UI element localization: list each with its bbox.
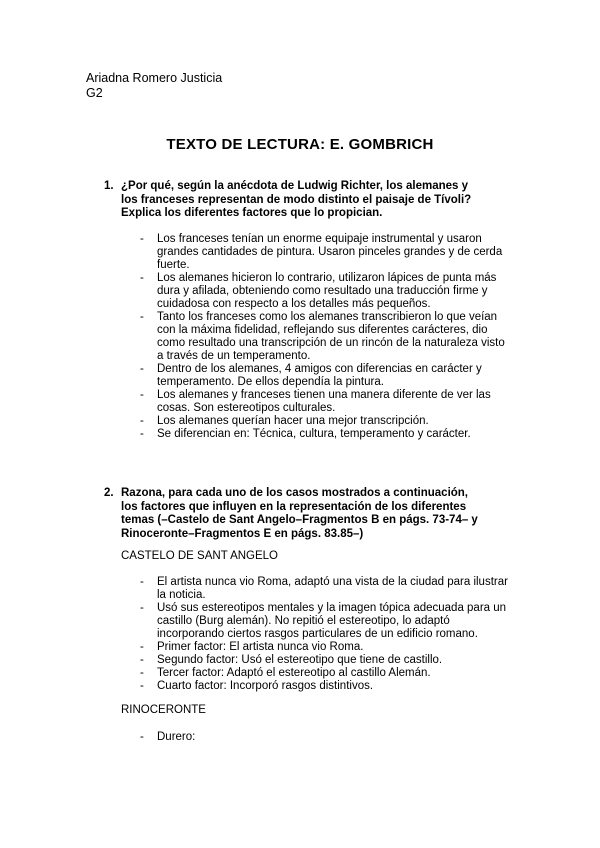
bullet-dash: - [140,389,144,401]
bullet-dash: - [140,311,144,323]
bullet-dash: - [140,233,144,245]
bullet-dash: - [140,363,144,375]
list-item: - Durero: [140,731,196,743]
list-item: - Los franceses tenían un enorme equipaje instrumental y usaron grandes cantidades de pintura. Usaron pinceles grandes y de cerda fuerte. [140,233,503,271]
section-heading-castelo: CASTELO DE SANT ANGELO [121,550,279,562]
bullet-dash: - [140,654,144,666]
question-1-number: 1. [104,180,114,192]
bullet-dash: - [140,641,144,653]
bullet-dash: - [140,667,144,679]
bullet-dash: - [140,415,144,427]
bullet-dash: - [140,680,144,692]
author-name: Ariadna Romero Justicia [86,71,223,85]
list-item: - Tanto los franceses como los alemanes transcribieron lo que veían con la máxima fidelidad, reflejando sus diferentes carácteres, dio como resultado una transcripción de un rincón de la naturaleza visto a través de un temperamento. [140,311,505,362]
bullet-dash: - [140,272,144,284]
castelo-answer-list [140,576,510,693]
bullet-dash: - [140,428,144,440]
list-item: - Dentro de los alemanes, 4 amigos con diferencias en carácter y temperamento. De ellos dependía la pintura. [140,363,482,388]
list-item: - Los alemanes querían hacer una mejor transcripción. [140,415,429,427]
list-item: - Segundo factor: Usó el estereotipo que tiene de castillo. [140,654,443,666]
rinoceronte-answer-list [140,731,510,744]
list-item: - Los alemanes hicieron lo contrario, utilizaron lápices de punta más dura y afilada, obteniendo como resultado una traducción firme y cuidadosa con respecto a los detalles más pequeños. [140,272,497,310]
question-1-text: ¿Por qué, según la anécdota de Ludwig Richter, los alemanes y los franceses representan de modo distinto el paisaje de Tívoli? Explica los diferentes factores que lo propician. [121,180,472,219]
bullet-dash: - [140,602,144,614]
bullet-dash: - [140,576,144,588]
question-2-number: 2. [104,487,114,499]
question-2-text: Razona, para cada uno de los casos mostrados a continuación, los factores que influyen en la representación de los diferentes temas (–Castelo de Sant Angelo–Fragmentos B en págs. 73-74– y Rinoceronte–Fragmentos E en págs. 83.85–) [121,487,478,540]
list-item: - Tercer factor: Adaptó el estereotipo al castillo Alemán. [140,667,431,679]
list-item: - El artista nunca vio Roma, adaptó una vista de la ciudad para ilustrar la noticia. [140,576,508,601]
author-block [86,71,222,101]
list-item: - Primer factor: El artista nunca vio Roma. [140,641,364,653]
question-1-answer-list [140,233,510,441]
list-item: - Cuarto factor: Incorporó rasgos distintivos. [140,680,374,692]
list-item: - Se diferencian en: Técnica, cultura, temperamento y carácter. [140,428,471,440]
bullet-dash: - [140,731,144,743]
page-title: TEXTO DE LECTURA: E. GOMBRICH [166,136,434,153]
list-item: - Los alemanes y franceses tienen una manera diferente de ver las cosas. Son estereotipos culturales. [140,389,491,414]
section-heading-rinoceronte: RINOCERONTE [121,704,206,716]
list-item: - Usó sus estereotipos mentales y la imagen tópica adecuada para un castillo (Burg alemán). No repitió el estereotipo, lo adaptó incorporando ciertos rasgos particulares de un edificio romano. [140,602,507,640]
author-group: G2 [86,86,103,100]
